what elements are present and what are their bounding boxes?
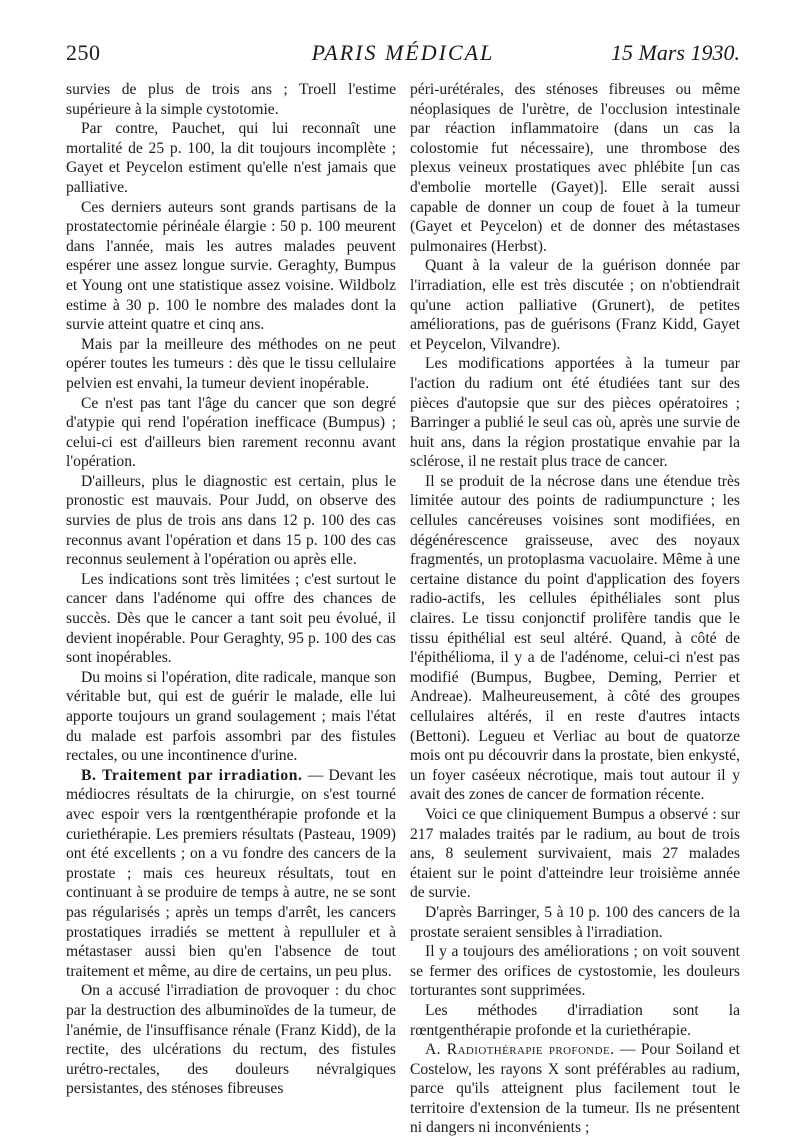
paragraph-text: D'ailleurs, plus le diagnostic est certain, plus le pronostic est mauvais. Pour Judd, on observe des survies de plus de trois ans dans 12 p. 100 des cas reconnus avant l'opération et dans 15 p. 100 des cas reconnus seulement à l'opération ou après elle. bbox=[66, 472, 396, 569]
issue-date: 15 Mars 1930. bbox=[611, 40, 740, 65]
paragraph bbox=[410, 472, 740, 805]
paragraph bbox=[66, 668, 396, 766]
paragraph bbox=[66, 766, 396, 982]
paragraph-text: survies de plus de trois ans ; Troell l'estime supérieure à la simple cystotomie. bbox=[66, 81, 396, 118]
paragraph bbox=[66, 472, 396, 570]
paragraph bbox=[66, 570, 396, 668]
paragraph bbox=[66, 198, 396, 335]
subsection-heading: A. Radiothérapie profonde. bbox=[425, 1041, 615, 1059]
paragraph bbox=[410, 903, 740, 942]
paragraph bbox=[410, 1040, 740, 1138]
page-number: 250 bbox=[66, 40, 101, 65]
paragraph-text: Par contre, Pauchet, qui lui reconnaît une mortalité de 25 p. 100, la dit toujours incomplète ; Gayet et Peycelon estiment qu'elle n'est jamais que palliative. bbox=[66, 120, 396, 196]
paragraph-text: Les indications sont très limitées ; c'est surtout le cancer dans l'adénome qui offre des chances de succès. Dès que le cancer a tant soit peu évolué, il devient inopérable. Pour Geraghty, 95 p. 100 des cas sont inopérables. bbox=[66, 570, 396, 667]
paragraph-text: Les modifications apportées à la tumeur par l'action du radium ont été étudiées tant sur des pièces d'autopsie que sur des pièces opératoires ; Barringer a publié le seul cas où, après une survie de huit ans, dans la région prostatique envahie par la sclérose, il ne restait plus trace de cancer. bbox=[410, 355, 740, 471]
paragraph-text: Mais par la meilleure des méthodes on ne peut opérer toutes les tumeurs : dès que le tissu cellulaire pelvien est envahi, la tumeur devient inopérable. bbox=[66, 335, 396, 392]
paragraph bbox=[410, 805, 740, 903]
paragraph bbox=[410, 256, 740, 354]
paragraph bbox=[66, 80, 396, 119]
paragraph-text: Quant à la valeur de la guérison donnée par l'irradiation, elle est très discutée ; on n'obtiendrait qu'une action palliative (Grunert), de petites améliorations, pas de guérisons (Franz Kidd, Gayet et Peycelon, Vilvandre). bbox=[410, 257, 740, 353]
section-heading: B. Traitement par irradiation. bbox=[81, 766, 303, 784]
paragraph-text: Voici ce que cliniquement Bumpus a observé : sur 217 malades traités par le radium, au bout de trois ans, 8 seulement survivaient, mais 27 malades étaient sur le point d'atteindre leur troisième année de survie. bbox=[410, 805, 740, 902]
left-column bbox=[66, 80, 396, 1099]
paragraph bbox=[410, 354, 740, 472]
paragraph-text: On a accusé l'irradiation de provoquer : du choc par la destruction des albuminoïdes de la tumeur, de l'anémie, de l'insuffisance rénale (Franz Kidd), de la rectite, des ulcérations du rectum, des fistules urétro-rectales, des douleurs névralgiques persistantes, des sténoses fibreuses bbox=[66, 982, 396, 1098]
journal-title: PARIS MÉDICAL bbox=[311, 40, 495, 65]
paragraph-text: péri-urétérales, des sténoses fibreuses ou même néoplasiques de l'urètre, de l'occlusion intestinale par réaction inflammatoire (dans un cas la colostomie fut nécessaire), une thrombose des plexus veineux prostatiques avec phlébite [un cas d'embolie mortelle (Gayet)]. Elle serait aussi capable de donner un coup de fouet à la tumeur (Gayet et Peycelon) et de donner des métastases pulmonaires (Herbst). bbox=[410, 81, 740, 255]
paragraph-text: D'après Barringer, 5 à 10 p. 100 des cancers de la prostate seraient sensibles à l'irradiation. bbox=[410, 903, 740, 941]
paragraph bbox=[66, 981, 396, 1099]
paragraph-text: Ces derniers auteurs sont grands partisans de la prostatectomie périnéale élargie : 50 p. 100 meurent dans l'année, mais les autres malades peuvent espérer une assez longue survie. Geraghty, Bumpus et Young ont une statistique assez voisine. Wildbolz estime à 30 p. 100 le nombre des malades dont la survie atteint quatre et cinq ans. bbox=[66, 198, 396, 334]
running-header bbox=[66, 40, 740, 70]
paragraph bbox=[410, 80, 740, 256]
paragraph-text: Il se produit de la nécrose dans une étendue très limitée autour des points de radiumpuncture ; les cellules cancéreuses voisines sont modifiées, en dégénérescence graisseuse, avec des noyaux fragmentés, un protoplasma vacuolaire. Même à une certaine distance du point d'application des foyers radio-actifs, les cellules épithéliales sont plus claires. Le tissu conjonctif prolifère tandis que le tissu épithélial est seul altéré. Quand, à côté de l'épithélioma, il y a de l'adénome, celui-ci n'est pas modifié (Bumpus, Bugbee, Deming, Perrier et Andreae). Malheureusement, à côté des groupes cellulaires altérés, il en reste d'autres intacts (Bettoni). Legueu et Verliac au bout de quatorze mois ont pu découvrir dans la prostate, bien enkysté, un foyer caséeux nécrotique, mais tout autour il y avait des zones de cancer de formation récente. bbox=[410, 472, 740, 804]
paragraph bbox=[66, 394, 396, 472]
paragraph-text: — Devant les médiocres résultats de la chirurgie, on s'est tourné avec espoir vers la rœntgenthérapie profonde et la curiethérapie. Les premiers résultats (Pasteau, 1909) ont été excellents ; on a vu fondre des cancers de la prostate ; mais ces heureux résultats, tout en continuant à se produire de temps à autre, ne se sont pas régularisés ; après un temps d'arrêt, les cancers prostatiques irradiés se mettent à repulluler et à métastaser aussi bien qu'en l'absence de tout traitement et même, au dire de certains, un peu plus. bbox=[66, 766, 396, 980]
paragraph-text: — Pour Soiland et Costelow, les rayons X sont préférables au radium, parce qu'ils atteignent plus facilement tout le territoire d'extension de la tumeur. Ils ne présentent ni dangers ni inconvénients ; bbox=[410, 1041, 740, 1137]
paragraph bbox=[410, 942, 740, 1001]
paragraph-text: Les méthodes d'irradiation sont la rœntgenthérapie profonde et la curiethérapie. bbox=[410, 1001, 740, 1039]
right-column bbox=[410, 80, 740, 1138]
paragraph bbox=[66, 335, 396, 394]
paragraph bbox=[410, 1001, 740, 1040]
paragraph-text: Il y a toujours des améliorations ; on voit souvent se fermer des orifices de cystostomie, les douleurs torturantes sont supprimées. bbox=[410, 943, 740, 1000]
paragraph bbox=[66, 119, 396, 197]
paragraph-text: Du moins si l'opération, dite radicale, manque son véritable but, qui est de guérir le malade, elle lui apporte toujours un grand soulagement ; mais l'état du malade est parfois assombri par des fistules rectales, ou une incontinence d'urine. bbox=[66, 668, 396, 765]
paragraph-text: Ce n'est pas tant l'âge du cancer que son degré d'atypie qui rend l'opération inefficace (Bumpus) ; celui-ci est d'ailleurs bien rarement reconnu avant l'opération. bbox=[66, 394, 396, 471]
